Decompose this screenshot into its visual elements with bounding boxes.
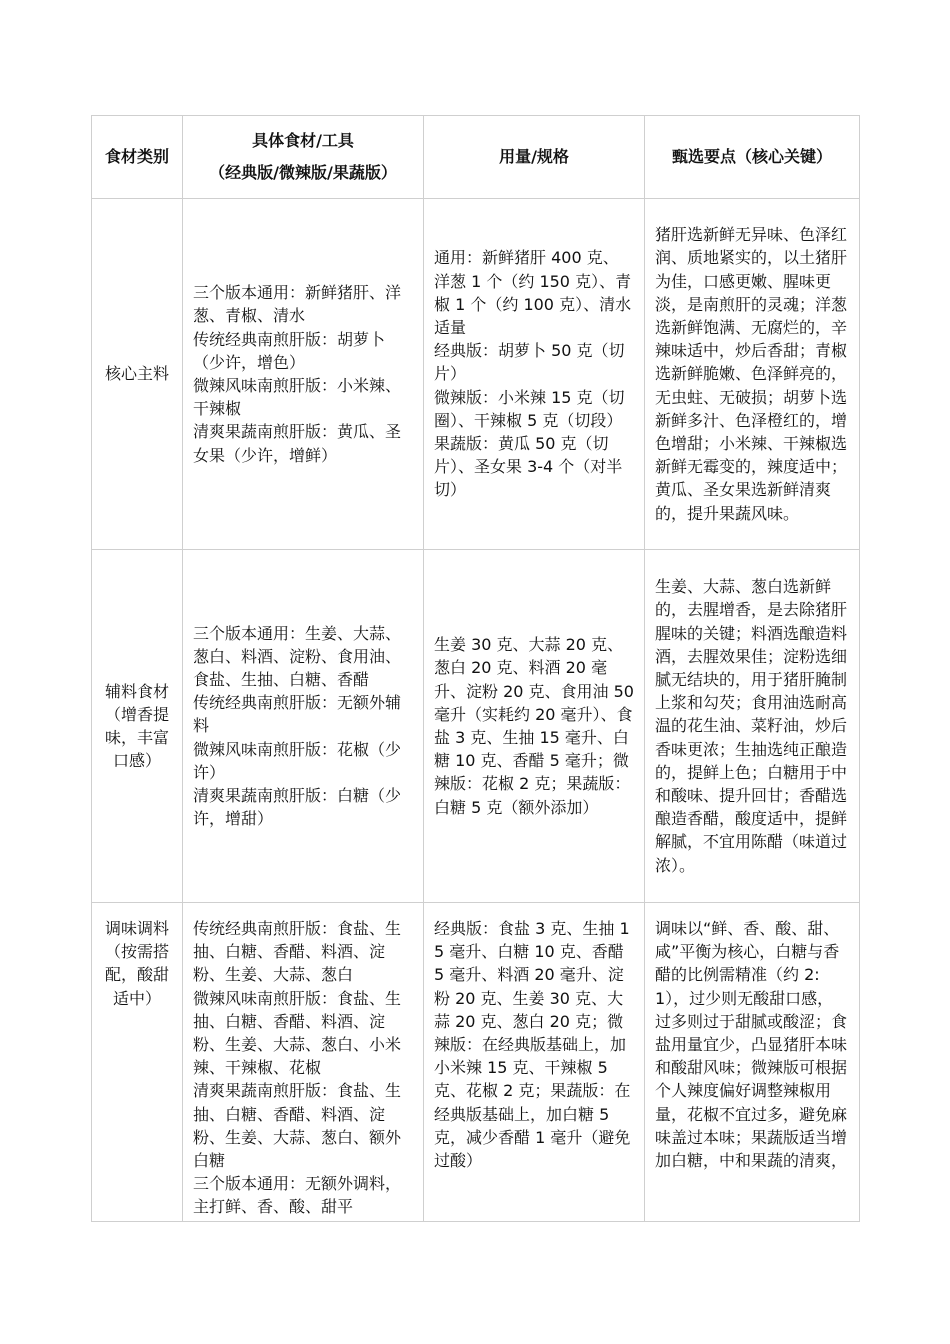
header-ingredients: 具体食材/工具 （经典版/微辣版/果蔬版） xyxy=(183,116,424,199)
key-points-cell: 猪肝选新鲜无异味、色泽红润、质地紧实的，以土猪肝为佳，口感更嫩、腥味更淡，是南煎肝的灵魂；洋葱选新鲜饱满、无腐烂的，辛辣味适中，炒后香甜；青椒选新鲜脆嫩、色泽鲜亮的，无虫蛀、无破损；胡萝卜选新鲜多汁、色泽橙红的，增色增甜；小米辣、干辣椒选新鲜无霉变的，辣度适中；黄瓜、圣女果选新鲜清爽的，提升果蔬风味。 xyxy=(645,199,860,550)
category-cell: 核心主料 xyxy=(92,199,183,550)
ingredients-cell: 三个版本通用：新鲜猪肝、洋葱、青椒、清水 传统经典南煎肝版：胡萝卜（少许，增色） 微辣风味南煎肝版：小米辣、干辣椒 清爽果蔬南煎肝版：黄瓜、圣女果（少许，增鲜） xyxy=(183,199,424,550)
table-header-row xyxy=(92,116,860,199)
ingredient-table xyxy=(91,115,860,1222)
amount-cell: 经典版：食盐 3 克、生抽 15 毫升、白糖 10 克、香醋 5 毫升、料酒 20 毫升、淀粉 20 克、生姜 30 克、大蒜 20 克、葱白 20 克；微辣版：在经典版基础上，加小米辣 15 克、干辣椒 5 克、花椒 2 克；果蔬版：在经典版基础上，加白糖 5 克，减少香醋 1 毫升（避免过酸） xyxy=(424,903,645,1222)
header-key-points: 甄选要点（核心关键） xyxy=(645,116,860,199)
amount-cell: 生姜 30 克、大蒜 20 克、葱白 20 克、料酒 20 毫升、淀粉 20 克、食用油 50 毫升（实耗约 20 毫升）、食盐 3 克、生抽 15 毫升、白糖 10 克、香醋 5 毫升；微辣版：花椒 2 克；果蔬版：白糖 5 克（额外添加） xyxy=(424,550,645,903)
category-cell: 调味调料（按需搭配，酸甜适中） xyxy=(92,903,183,1222)
ingredients-cell: 三个版本通用：生姜、大蒜、葱白、料酒、淀粉、食用油、食盐、生抽、白糖、香醋 传统经典南煎肝版：无额外辅料 微辣风味南煎肝版：花椒（少许） 清爽果蔬南煎肝版：白糖（少许，增甜） xyxy=(183,550,424,903)
ingredients-cell: 传统经典南煎肝版：食盐、生抽、白糖、香醋、料酒、淀粉、生姜、大蒜、葱白 微辣风味南煎肝版：食盐、生抽、白糖、香醋、料酒、淀粉、生姜、大蒜、葱白、小米辣、干辣椒、花椒 清爽果蔬南煎肝版：食盐、生抽、白糖、香醋、料酒、淀粉、生姜、大蒜、葱白、额外白糖 三个版本通用：无额外调料，主打鲜、香、酸、甜平 xyxy=(183,903,424,1222)
key-points-cell: 生姜、大蒜、葱白选新鲜的，去腥增香，是去除猪肝腥味的关键；料酒选酿造料酒，去腥效果佳；淀粉选细腻无结块的，用于猪肝腌制上浆和勾芡；食用油选耐高温的花生油、菜籽油，炒后香味更浓；生抽选纯正酿造的，提鲜上色；白糖用于中和酸味、提升回甘；香醋选酿造香醋，酸度适中，提鲜解腻，不宜用陈醋（味道过浓）。 xyxy=(645,550,860,903)
amount-cell: 通用：新鲜猪肝 400 克、洋葱 1 个（约 150 克）、青椒 1 个（约 100 克）、清水适量 经典版：胡萝卜 50 克（切片） 微辣版：小米辣 15 克（切圈）、干辣椒 5 克（切段） 果蔬版：黄瓜 50 克（切片）、圣女果 3-4 个（对半切） xyxy=(424,199,645,550)
key-points-cell: 调味以“鲜、香、酸、甜、咸”平衡为核心，白糖与香醋的比例需精准（约 2:1），过少则无酸甜口感，过多则过于甜腻或酸涩；食盐用量宜少，凸显猪肝本味和酸甜风味；微辣版可根据个人辣度偏好调整辣椒用量，花椒不宜过多，避免麻味盖过本味；果蔬版适当增加白糖，中和果蔬的清爽， xyxy=(645,903,860,1222)
table-row xyxy=(92,903,860,1222)
table-row xyxy=(92,199,860,550)
header-category: 食材类别 xyxy=(92,116,183,199)
header-amount: 用量/规格 xyxy=(424,116,645,199)
category-cell: 辅料食材（增香提味，丰富口感） xyxy=(92,550,183,903)
table-row xyxy=(92,550,860,903)
